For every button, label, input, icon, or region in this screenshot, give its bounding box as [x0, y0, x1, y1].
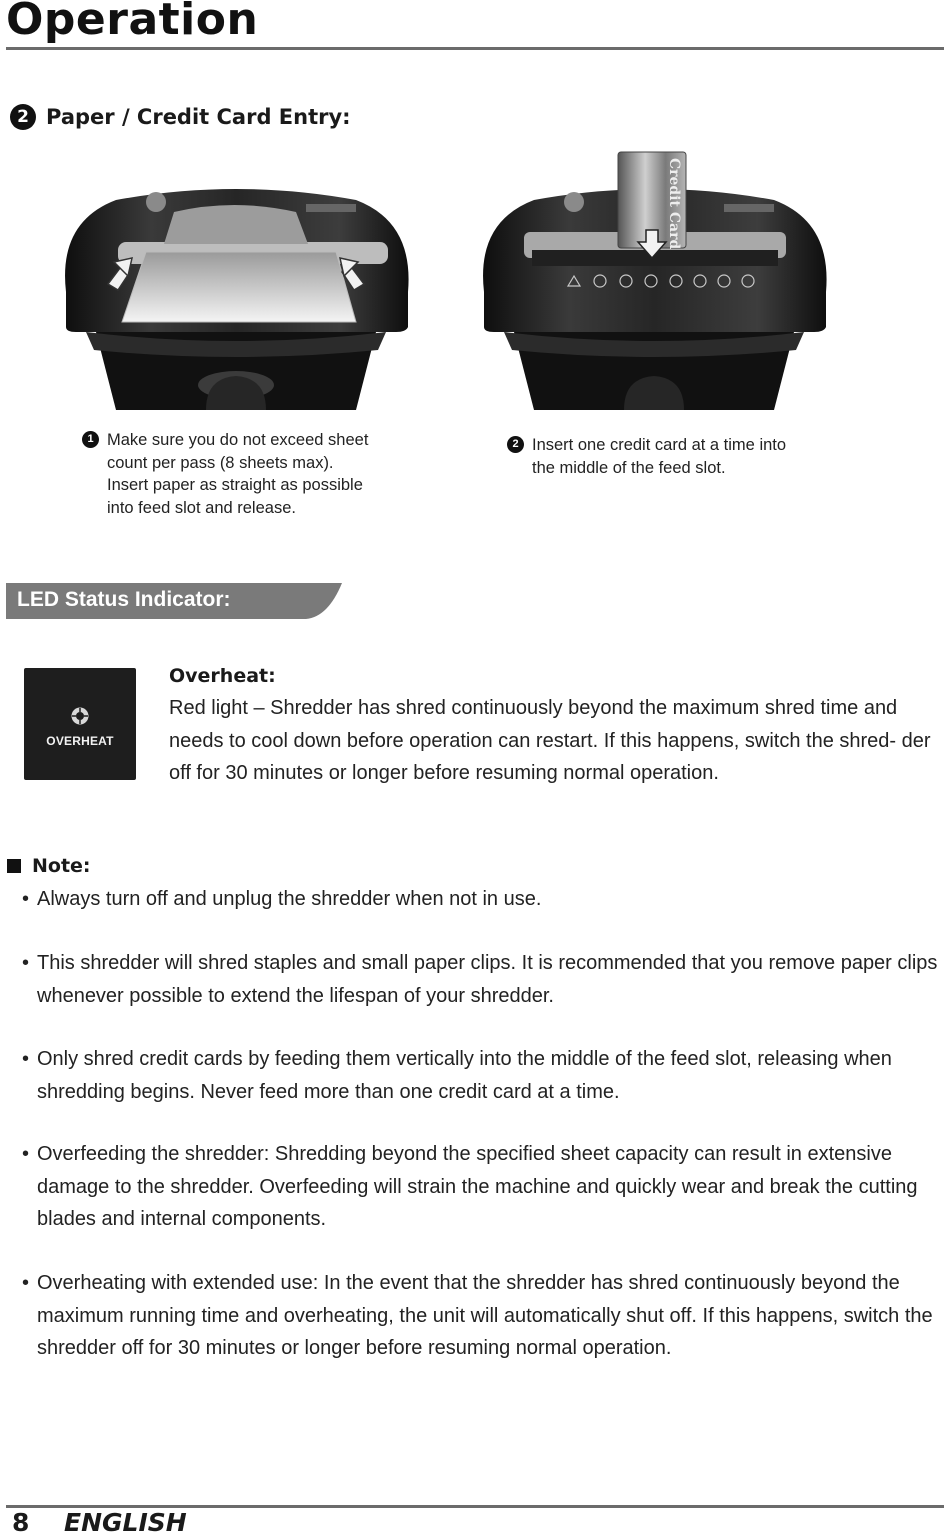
- bullet-icon: •: [22, 952, 30, 974]
- note-item-text: Always turn off and unplug the shredder when not in use.: [37, 888, 542, 910]
- note-item: [22, 1267, 946, 1365]
- caption-number-badge: 1: [82, 431, 99, 448]
- bullet-icon: •: [22, 1272, 30, 1294]
- note-item-text: Overfeeding the shredder: Shredding beyond the specified sheet capacity can result in extensive damage to the shredder. Overfeeding will strain the machine and quickly wear and break the cutting blades and internal components.: [37, 1143, 918, 1230]
- section-heading: [10, 104, 351, 130]
- note-heading: [7, 855, 91, 877]
- led-section-heading: LED Status Indicator:: [17, 588, 231, 611]
- bullet-icon: •: [22, 888, 30, 910]
- overheat-description: Red light – Shredder has shred continuously beyond the maximum shred time and needs to cool down before operation can restart. If this happens, switch the shred- der off for 30 minutes or longer before resuming normal operation.: [169, 697, 931, 784]
- page-number: 8: [12, 1508, 30, 1537]
- note-item-text: Only shred credit cards by feeding them vertically into the middle of the feed slot, releasing when shredding begins. Never feed more than one credit card at a time.: [37, 1048, 892, 1103]
- bullet-icon: •: [22, 1143, 30, 1165]
- caption-number-badge: 2: [507, 436, 524, 453]
- overheat-indicator-icon: [24, 668, 136, 780]
- bullet-icon: •: [22, 1048, 30, 1070]
- title-divider: [6, 47, 944, 50]
- footer-language: ENGLISH: [64, 1508, 187, 1537]
- note-item-text: Overheating with extended use: In the event that the shredder has shred continuously beyond the maximum running time and overheating, the unit will automatically shut off. If this happens, switch the shredder off for 30 minutes or longer before resuming normal operation.: [37, 1272, 933, 1359]
- credit-card-label: Credit Card: [666, 158, 682, 250]
- caption-text: Make sure you do not exceed sheet count per pass (8 sheets max). Insert paper as straight as possible into feed slot and release.: [107, 431, 369, 517]
- overheat-icon-label: OVERHEAT: [46, 734, 114, 748]
- note-item: [22, 883, 946, 916]
- note-heading-text: Note:: [32, 855, 91, 877]
- overheat-light-icon: [70, 706, 90, 726]
- section-heading-text: Paper / Credit Card Entry:: [46, 105, 351, 129]
- overheat-title: Overheat:: [169, 665, 276, 687]
- shredder-paper-entry-illustration: [56, 182, 416, 410]
- note-item: [22, 1043, 946, 1108]
- square-bullet-icon: [7, 859, 21, 873]
- caption-1: [82, 429, 412, 519]
- section-number-badge: 2: [10, 104, 36, 130]
- note-item: [22, 1138, 946, 1236]
- note-item: [22, 947, 946, 1012]
- shredder-credit-card-entry-illustration: [474, 150, 834, 410]
- page-title: Operation: [6, 0, 259, 45]
- caption-2: [507, 434, 837, 479]
- caption-text: Insert one credit card at a time into the middle of the feed slot.: [532, 436, 787, 477]
- note-item-text: This shredder will shred staples and small paper clips. It is recommended that you remove paper clips whenever possible to extend the lifespan of your shredder.: [37, 952, 938, 1007]
